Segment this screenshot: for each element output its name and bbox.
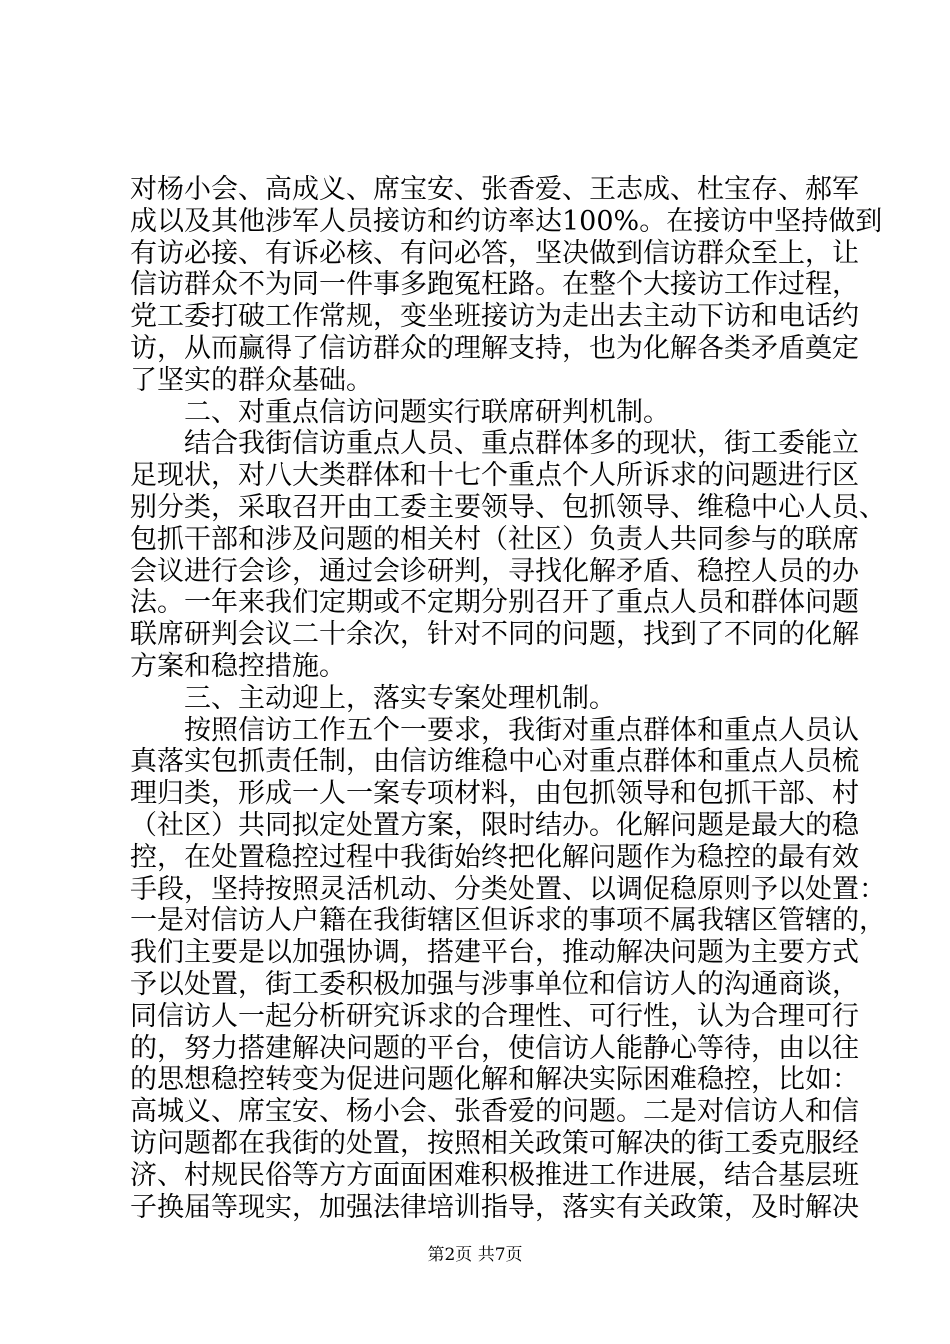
text-line: 予以处置，街工委积极加强与涉事单位和信访人的沟通商谈， [130, 968, 859, 1000]
document-body [130, 174, 886, 1223]
text-line: 足现状，对八大类群体和十七个重点个人所诉求的问题进行区 [130, 460, 859, 492]
text-line: 联席研判会议二十余次，针对不同的问题，找到了不同的化解 [130, 619, 859, 651]
text-line: 理归类，形成一人一案专项材料，由包抓领导和包抓干部、村 [130, 778, 859, 810]
text-line: 成以及其他涉军人员接访和约访率达100%。在接访中坚持做到 [130, 205, 883, 237]
text-line: 别分类，采取召开由工委主要领导、包抓领导、维稳中心人员、 [130, 491, 886, 523]
text-line: 一是对信访人户籍在我街辖区但诉求的事项不属我辖区管辖的， [130, 905, 886, 937]
text-line: 结合我街信访重点人员、重点群体多的现状，街工委能立 [184, 428, 859, 460]
text-line: 访问题都在我街的处置，按照相关政策可解决的街工委克服经 [130, 1127, 859, 1159]
text-line: 真落实包抓责任制，由信访维稳中心对重点群体和重点人员梳 [130, 746, 859, 778]
text-line: 党工委打破工作常规，变坐班接访为走出去主动下访和电话约 [130, 301, 859, 333]
text-line: 的思想稳控转变为促进问题化解和解决实际困难稳控，比如： [130, 1064, 859, 1096]
text-line: 我们主要是以加强协调，搭建平台，推动解决问题为主要方式 [130, 937, 859, 969]
text-line: 高城义、席宝安、杨小会、张香爱的问题。二是对信访人和信 [130, 1096, 859, 1128]
text-line: 包抓干部和涉及问题的相关村（社区）负责人共同参与的联席 [130, 523, 859, 555]
text-line: （社区）共同拟定处置方案，限时结办。化解问题是最大的稳 [130, 809, 859, 841]
text-line: 了坚实的群众基础。 [130, 364, 373, 396]
page-number-label: 第2页 共7页 [427, 1245, 523, 1265]
paragraph [130, 714, 886, 1224]
text-line: 有访必接、有诉必核、有问必答，坚决做到信访群众至上，让 [130, 237, 859, 269]
paragraph [130, 174, 883, 397]
page-footer [0, 1240, 950, 1265]
text-line: 法。一年来我们定期或不定期分别召开了重点人员和群体问题 [130, 587, 859, 619]
text-line: 同信访人一起分析研究诉求的合理性、可行性，认为合理可行 [130, 1000, 859, 1032]
text-line: 按照信访工作五个一要求，我街对重点群体和重点人员认 [184, 714, 859, 746]
text-line: 对杨小会、高成义、席宝安、张香爱、王志成、杜宝存、郝军 [130, 174, 859, 205]
heading-line: 三、主动迎上，落实专案处理机制。 [184, 682, 616, 714]
text-line: 手段，坚持按照灵活机动、分类处置、以调促稳原则予以处置： [130, 873, 886, 905]
text-line: 控，在处置稳控过程中我街始终把化解问题作为稳控的最有效 [130, 841, 859, 873]
section-heading [130, 397, 830, 429]
text-line: 的，努力搭建解决问题的平台，使信访人能静心等待，由以往 [130, 1032, 859, 1064]
paragraph [130, 428, 886, 682]
text-line: 信访群众不为同一件事多跑冤枉路。在整个大接访工作过程， [130, 269, 859, 301]
text-line: 济、村规民俗等方方面面困难积极推进工作进展，结合基层班 [130, 1159, 859, 1191]
heading-line: 二、对重点信访问题实行联席研判机制。 [184, 396, 670, 428]
text-line: 访，从而赢得了信访群众的理解支持，也为化解各类矛盾奠定 [130, 332, 859, 364]
text-line: 会议进行会诊，通过会诊研判，寻找化解矛盾、稳控人员的办 [130, 555, 859, 587]
text-line: 子换届等现实，加强法律培训指导，落实有关政策，及时解决 [130, 1191, 859, 1223]
section-heading [130, 683, 830, 715]
text-line: 方案和稳控措施。 [130, 650, 346, 682]
